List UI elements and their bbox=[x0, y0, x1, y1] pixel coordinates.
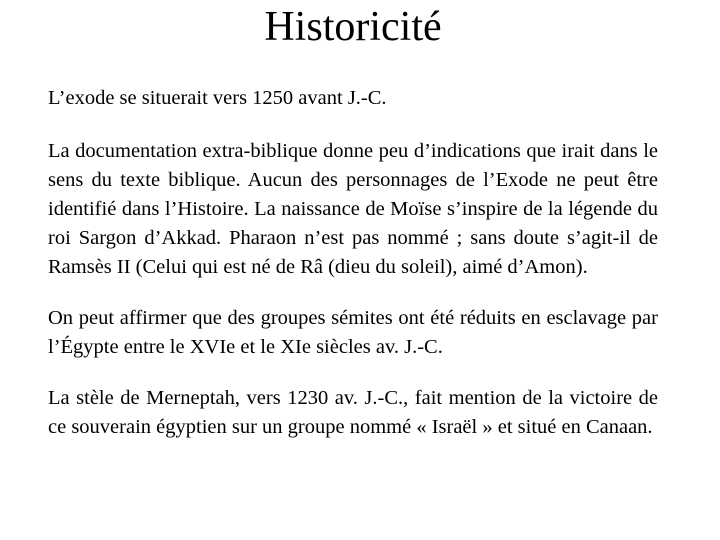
paragraph-exodus-date: L’exode se situerait vers 1250 avant J.-C. bbox=[48, 87, 387, 109]
paragraph-documentation: La documentation extra-biblique donne peu d’indications que irait dans le sens du texte biblique. Aucun des personnages de l’Exode ne peut être identifié dans l’Histoire. La naissance de Moïse s’inspire de la légende du roi Sargon d’Akkad. Pharaon n’est pas nommé ; sans doute s’agit-il de Ramsès II (Celui qui est né de Râ (dieu du soleil), aimé d’Amon). bbox=[48, 140, 658, 278]
paragraph-semitic-groups: On peut affirmer que des groupes sémites ont été réduits en esclavage par l’Égypte entre le XVIe et le XIe siècles av. J.-C. bbox=[48, 307, 658, 358]
slide-title: Historicité bbox=[264, 4, 442, 50]
slide-body bbox=[48, 84, 658, 464]
paragraph-merneptah-stele: La stèle de Merneptah, vers 1230 av. J.-C., fait mention de la victoire de ce souverain égyptien sur un groupe nommé « Israël » et situé en Canaan. bbox=[48, 387, 658, 438]
